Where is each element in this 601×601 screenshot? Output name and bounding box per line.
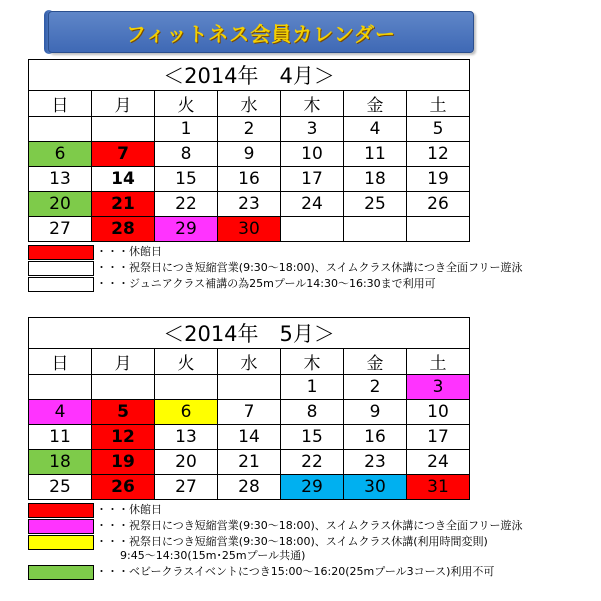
day-cell: 21: [92, 192, 155, 217]
weekday-header: 月: [92, 91, 155, 117]
legend-swatch: [28, 261, 94, 276]
weekday-header: 日: [29, 91, 92, 117]
day-cell: 2: [218, 117, 281, 142]
day-cell: 18: [29, 450, 92, 475]
empty-day-cell: [218, 375, 281, 400]
legend-text: ・・・祝祭日につき短縮営業(9:30～18:00)、スイムクラス休講につき全面フリー遊泳: [96, 261, 523, 274]
day-cell: 1: [281, 375, 344, 400]
day-cell: 24: [281, 192, 344, 217]
legend-text: ・・・ジュニアクラス補講の為25mプール14:30～16:30まで利用可: [96, 277, 436, 290]
legend-text: ・・・休館日: [96, 245, 162, 258]
empty-day-cell: [92, 117, 155, 142]
weekday-header: 木: [281, 349, 344, 375]
legend-swatch: [28, 277, 94, 292]
day-cell: 18: [344, 167, 407, 192]
day-cell: 1: [155, 117, 218, 142]
legend-text-continued: 9:45～14:30(15m･25mプール共通): [120, 549, 306, 562]
weekday-header: 水: [218, 349, 281, 375]
legend-text: ・・・ベビークラスイベントにつき15:00～16:20(25mプール3コース)利用不可: [96, 565, 495, 578]
day-cell: 16: [344, 425, 407, 450]
day-cell: 5: [407, 117, 470, 142]
day-cell: 3: [407, 375, 470, 400]
calendar-may: [28, 317, 470, 500]
day-cell: 20: [29, 192, 92, 217]
day-cell: 29: [281, 475, 344, 500]
day-cell: 17: [407, 425, 470, 450]
day-cell: 7: [92, 142, 155, 167]
day-cell: 8: [281, 400, 344, 425]
day-cell: 10: [407, 400, 470, 425]
day-cell: 22: [281, 450, 344, 475]
day-cell: 19: [92, 450, 155, 475]
empty-day-cell: [29, 375, 92, 400]
day-cell: 25: [344, 192, 407, 217]
day-cell: 2: [344, 375, 407, 400]
empty-day-cell: [344, 217, 407, 242]
day-cell: 13: [29, 167, 92, 192]
day-cell: 30: [218, 217, 281, 242]
day-cell: 15: [155, 167, 218, 192]
legend-swatch: [28, 245, 94, 260]
day-cell: 6: [29, 142, 92, 167]
day-cell: 28: [92, 217, 155, 242]
title-banner: [48, 11, 474, 53]
weekday-header: 土: [407, 91, 470, 117]
day-cell: 4: [344, 117, 407, 142]
day-cell: 21: [218, 450, 281, 475]
day-cell: 12: [407, 142, 470, 167]
legend-swatch: [28, 519, 94, 534]
day-cell: 17: [281, 167, 344, 192]
day-cell: 11: [344, 142, 407, 167]
day-cell: 20: [155, 450, 218, 475]
weekday-header: 日: [29, 349, 92, 375]
day-cell: 9: [218, 142, 281, 167]
day-cell: 24: [407, 450, 470, 475]
weekday-header: 金: [344, 349, 407, 375]
empty-day-cell: [407, 217, 470, 242]
day-cell: 14: [218, 425, 281, 450]
day-cell: 31: [407, 475, 470, 500]
day-cell: 15: [281, 425, 344, 450]
day-cell: 23: [344, 450, 407, 475]
empty-day-cell: [92, 375, 155, 400]
day-cell: 28: [218, 475, 281, 500]
day-cell: 6: [155, 400, 218, 425]
day-cell: 11: [29, 425, 92, 450]
calendar-april: [28, 59, 470, 242]
legend-text: ・・・祝祭日につき短縮営業(9:30～18:00)、スイムクラス休講につき全面フリー遊泳: [96, 519, 523, 532]
day-cell: 25: [29, 475, 92, 500]
day-cell: 12: [92, 425, 155, 450]
calendar-title: ＜2014年 5月＞: [29, 318, 470, 349]
day-cell: 27: [29, 217, 92, 242]
legend-swatch: [28, 565, 94, 580]
day-cell: 8: [155, 142, 218, 167]
weekday-header: 金: [344, 91, 407, 117]
empty-day-cell: [29, 117, 92, 142]
day-cell: 5: [92, 400, 155, 425]
day-cell: 9: [344, 400, 407, 425]
legend-swatch: [28, 535, 94, 550]
weekday-header: 火: [155, 349, 218, 375]
day-cell: 13: [155, 425, 218, 450]
weekday-header: 木: [281, 91, 344, 117]
empty-day-cell: [281, 217, 344, 242]
day-cell: 23: [218, 192, 281, 217]
banner-title: フィットネス会員カレンダー: [126, 22, 396, 46]
day-cell: 4: [29, 400, 92, 425]
empty-day-cell: [155, 375, 218, 400]
legend-text: ・・・休館日: [96, 503, 162, 516]
weekday-header: 土: [407, 349, 470, 375]
day-cell: 14: [92, 167, 155, 192]
day-cell: 26: [407, 192, 470, 217]
day-cell: 22: [155, 192, 218, 217]
day-cell: 10: [281, 142, 344, 167]
weekday-header: 月: [92, 349, 155, 375]
legend-swatch: [28, 503, 94, 518]
legend-text: ・・・祝祭日につき短縮営業(9:30～18:00)、スイムクラス休講(利用時間変則): [96, 535, 488, 548]
day-cell: 3: [281, 117, 344, 142]
day-cell: 16: [218, 167, 281, 192]
day-cell: 19: [407, 167, 470, 192]
day-cell: 30: [344, 475, 407, 500]
day-cell: 26: [92, 475, 155, 500]
day-cell: 29: [155, 217, 218, 242]
weekday-header: 火: [155, 91, 218, 117]
calendar-title: ＜2014年 4月＞: [29, 60, 470, 91]
day-cell: 7: [218, 400, 281, 425]
weekday-header: 水: [218, 91, 281, 117]
day-cell: 27: [155, 475, 218, 500]
